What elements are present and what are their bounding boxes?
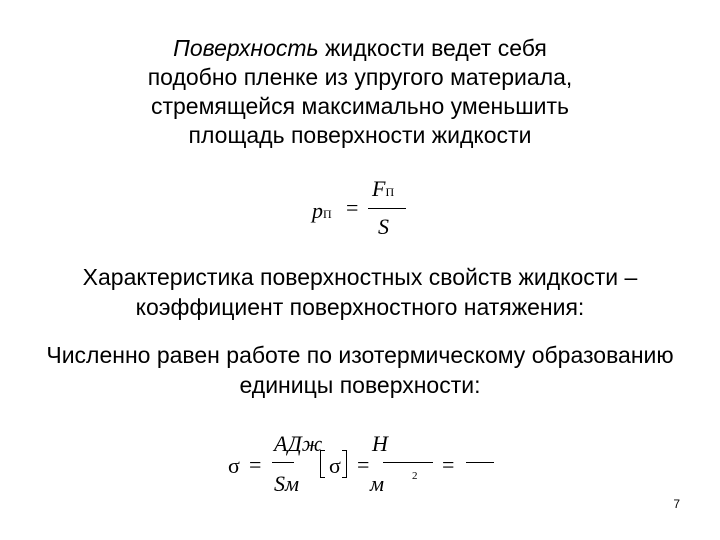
formula2-fraction-bar-3 xyxy=(466,462,494,463)
formula1-fraction-bar xyxy=(368,208,406,209)
formula2-fraction-bar-1 xyxy=(272,462,294,463)
formula2-equals-2: = xyxy=(357,452,370,477)
formula2-fraction-bar-2 xyxy=(383,462,433,463)
formula1-lhs-subscript: П xyxy=(323,207,332,221)
formula2-left-bracket xyxy=(320,450,325,478)
intro-line-3: стремящейся максимально уменьшить xyxy=(150,93,570,119)
formula1-numerator xyxy=(372,176,394,202)
formula1-denominator: S xyxy=(378,214,389,239)
intro-line-1 xyxy=(0,34,720,63)
numeric-paragraph xyxy=(0,340,720,400)
formula2-numerator-1: АДж xyxy=(274,431,323,456)
intro-line-2: подобно пленке из упругого материала, xyxy=(147,64,573,90)
numeric-line-1: Численно равен работе по изотермическому образованию xyxy=(46,342,674,368)
formula2-exponent: 2 xyxy=(412,470,418,482)
formula2-bracket-sigma: σ xyxy=(329,453,341,478)
formula1-lhs xyxy=(312,198,332,224)
formula1-lhs-symbol: p xyxy=(312,198,323,223)
numeric-line-2: единицы поверхности: xyxy=(239,372,481,398)
characteristic-paragraph xyxy=(0,262,720,322)
formula1-numerator-subscript: П xyxy=(385,185,395,199)
formula1-numerator-symbol: F xyxy=(372,176,386,201)
page-number: 7 xyxy=(673,497,680,511)
formula2-right-bracket xyxy=(342,450,347,478)
intro-term: Поверхность xyxy=(173,35,319,61)
formula2-equals-3: = xyxy=(442,452,455,477)
formula2-denominator-2: м xyxy=(370,471,385,496)
intro-line-4: площадь поверхности жидкости xyxy=(188,122,532,148)
formula2-sigma: σ xyxy=(228,453,240,478)
characteristic-line-2: коэффициент поверхностного натяжения: xyxy=(135,294,585,320)
intro-line-1-rest: жидкости ведет себя xyxy=(318,35,547,61)
formula2-denominator-1: Sм xyxy=(274,471,300,496)
characteristic-line-1: Характеристика поверхностных свойств жидкости – xyxy=(82,264,638,290)
formula2-numerator-2: Н xyxy=(372,431,388,456)
formula1-equals: = xyxy=(346,195,359,220)
formula2-equals-1: = xyxy=(249,452,262,477)
intro-paragraph xyxy=(0,34,720,150)
